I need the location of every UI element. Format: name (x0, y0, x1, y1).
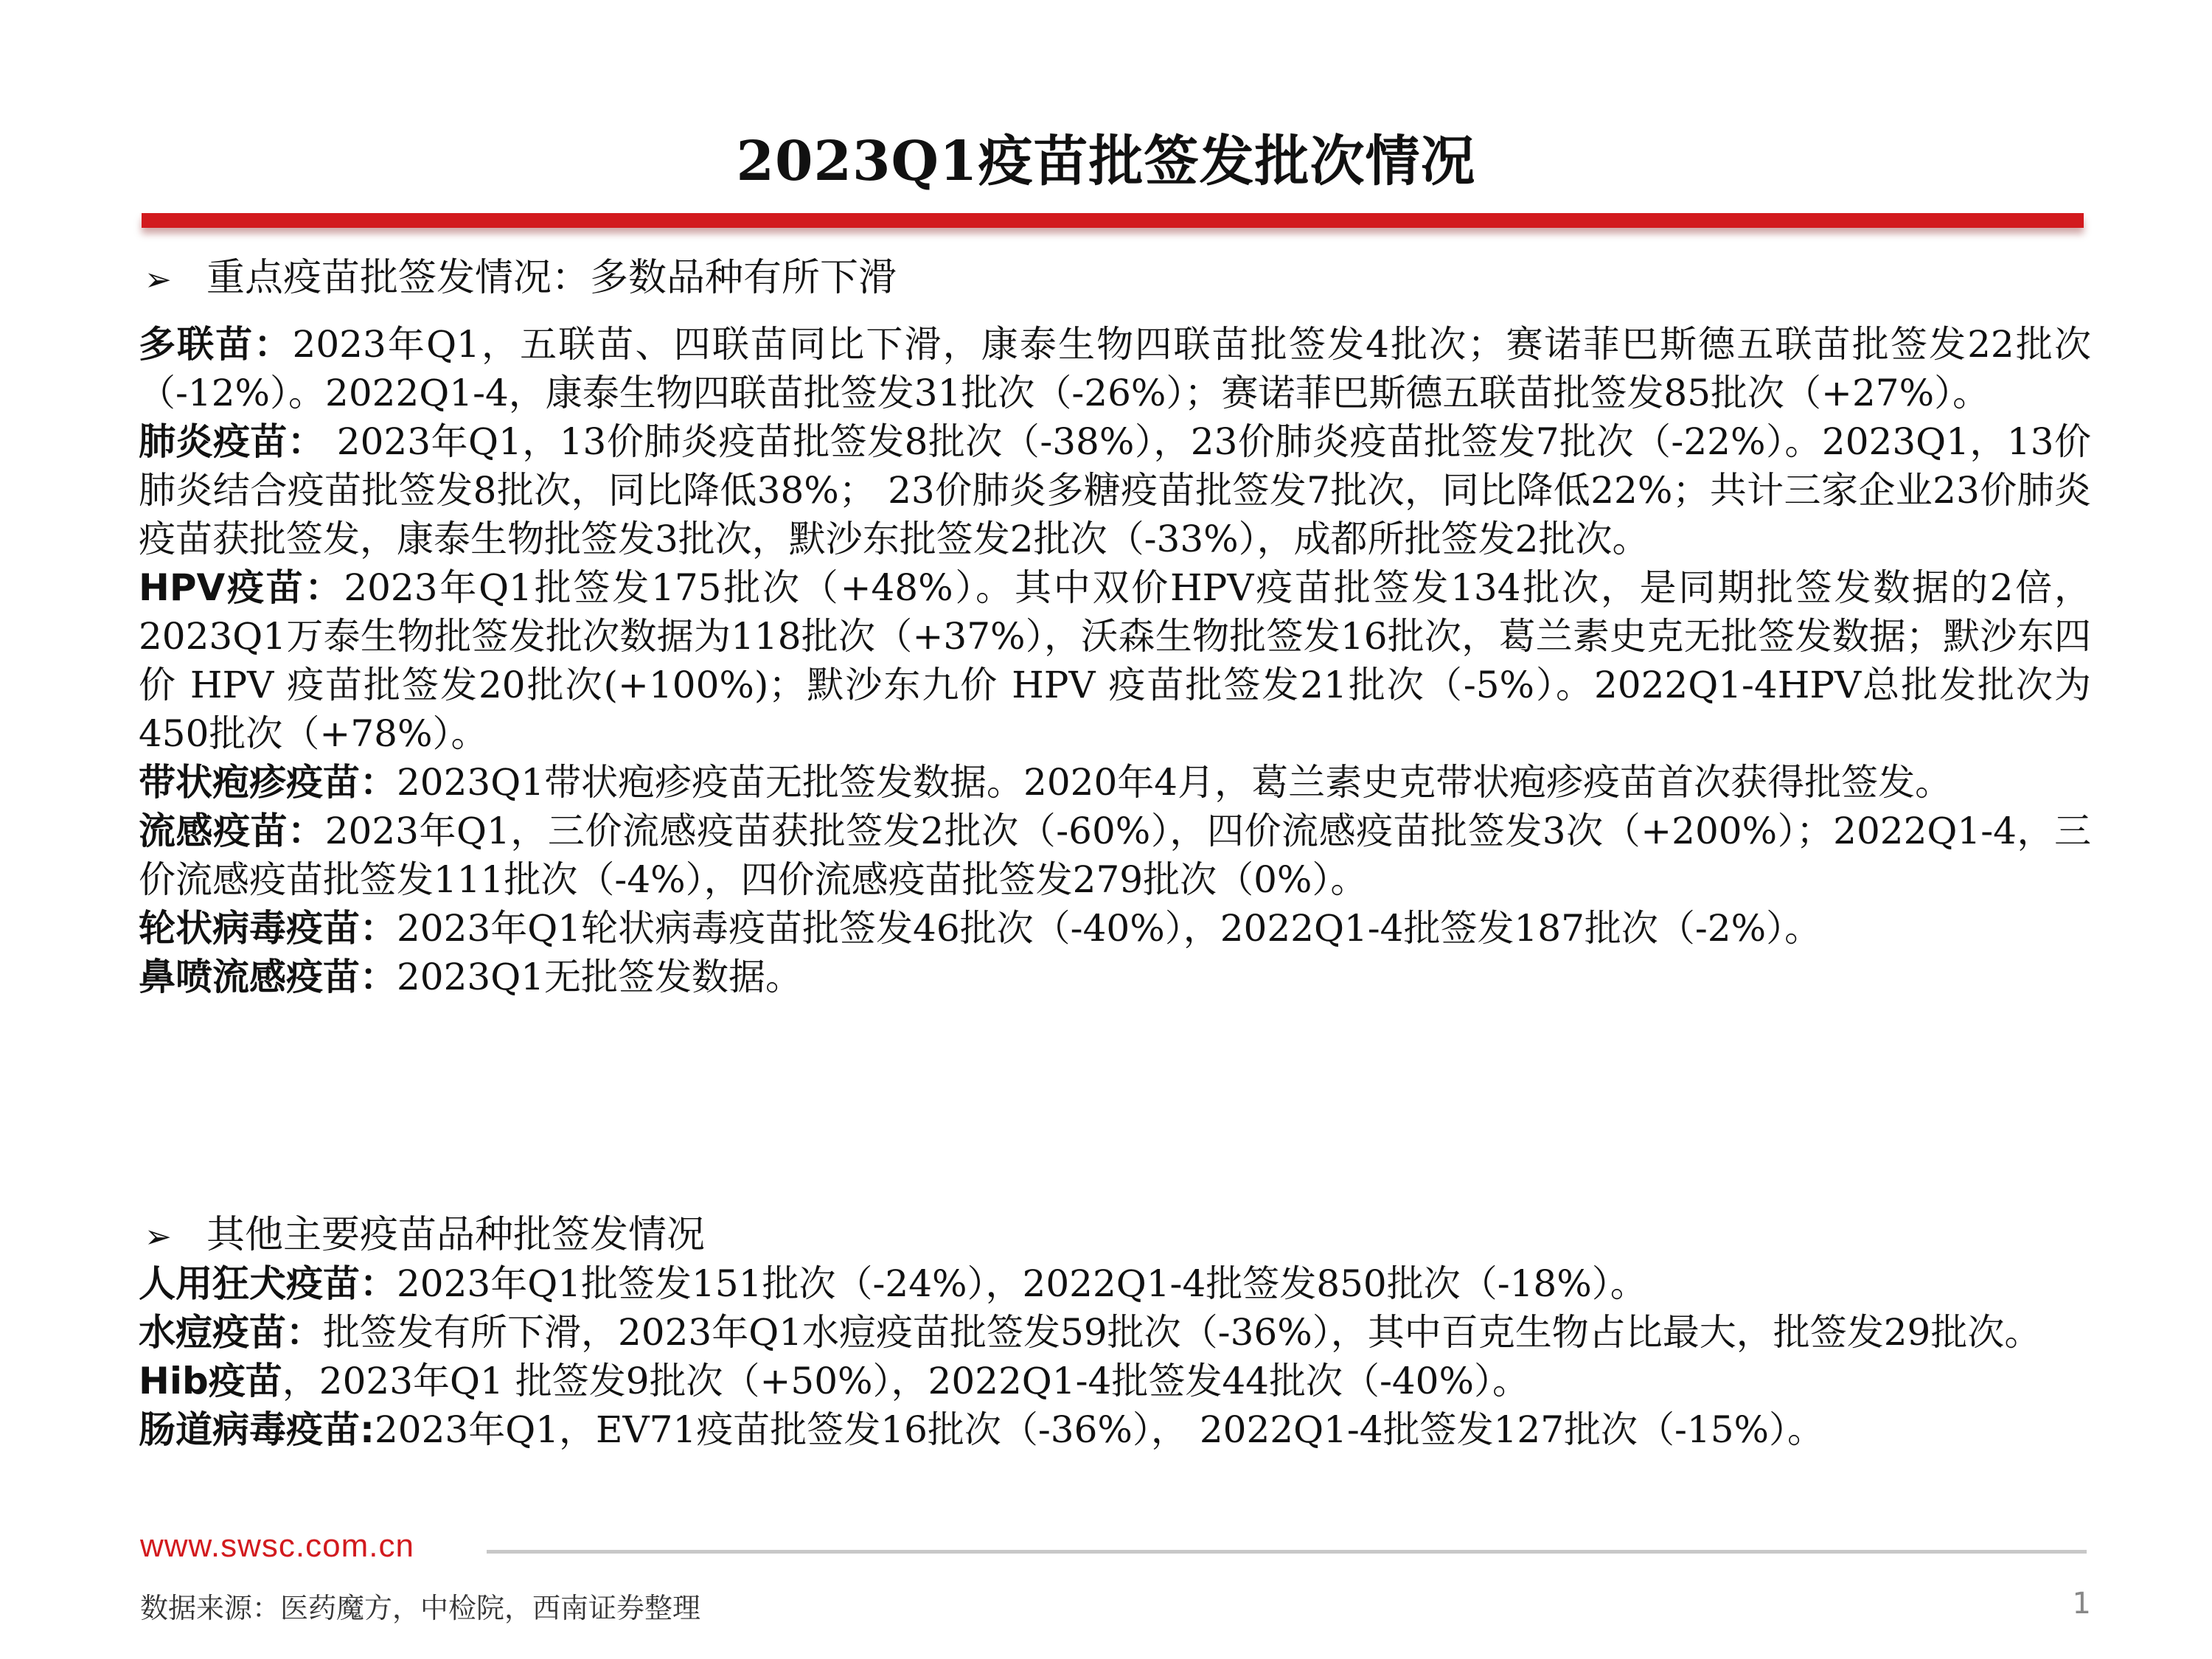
section2-body (139, 1259, 2091, 1454)
section2-heading-text: 其他主要疫苗品种批签发情况 (206, 1213, 706, 1257)
paragraph-zoster (139, 758, 2091, 807)
paragraph-hib (139, 1357, 2091, 1405)
paragraph-label: 人用狂犬疫苗： (139, 1262, 397, 1305)
page-title: 2023Q1疫苗批签发批次情况 (736, 130, 1476, 193)
paragraph-rotavirus (139, 904, 2091, 953)
paragraph-label: Hib疫苗 (139, 1360, 282, 1402)
paragraph-hpv (139, 563, 2091, 758)
paragraph-label: HPV疫苗： (139, 566, 344, 609)
data-source-note: 数据来源：医药魔方，中检院，西南证券整理 (140, 1592, 701, 1624)
paragraph-text: 2023年Q1批签发175批次（+48%）。其中双价HPV疫苗批签发134批次，是同期批签发数据的2倍，2023Q1万泰生物批签发批次数据为118批次（+37%），沃森生物批签发16批次，葛兰素史克无批签发数据；默沙东四价 HPV 疫苗批签发20批次(+100%)；默沙东九价 HPV 疫苗批签发21批次（-5%）。2022Q1-4HPV总批发批次为450批次（+78%）。 (139, 566, 2091, 755)
paragraph-rabies (139, 1259, 2091, 1308)
paragraph-varicella (139, 1308, 2091, 1357)
paragraph-text: 2023Q1带状疱疹疫苗无批签发数据。2020年4月，葛兰素史克带状疱疹疫苗首次获得批签发。 (397, 761, 1952, 804)
paragraph-label: 肺炎疫苗： (139, 420, 325, 463)
paragraph-text: 2023年Q1，三价流感疫苗获批签发2批次（-60%），四价流感疫苗批签发3次（+200%）；2022Q1-4，三价流感疫苗批签发111批次（-4%），四价流感疫苗批签发279批次（0%）。 (139, 810, 2091, 901)
section2-heading (145, 1212, 705, 1260)
paragraph-text: 2023年Q1，EV71疫苗批签发16批次（-36%）， 2022Q1-4批签发127批次（-15%）。 (375, 1408, 1825, 1451)
paragraph-label: 多联苗： (139, 323, 293, 366)
paragraph-text: 2023年Q1，五联苗、四联苗同比下滑，康泰生物四联苗批签发4批次；赛诺菲巴斯德五联苗批签发22批次（-12%）。2022Q1-4，康泰生物四联苗批签发31批次（-26%）；赛诺菲巴斯德五联苗批签发85批次（+27%）。 (139, 323, 2092, 414)
title-underline-bar (142, 213, 2084, 228)
bullet-arrow-icon: ➢ (145, 261, 172, 299)
bullet-arrow-icon: ➢ (145, 1218, 172, 1256)
paragraph-pneumonia (139, 417, 2091, 563)
paragraph-text: 批签发有所下滑，2023年Q1水痘疫苗批签发59批次（-36%），其中百克生物占比最大，批签发29批次。 (323, 1311, 2042, 1354)
paragraph-multivalent (139, 320, 2091, 417)
paragraph-text: 2023年Q1批签发151批次（-24%），2022Q1-4批签发850批次（-18%）。 (397, 1262, 1647, 1305)
section1-heading (145, 255, 897, 303)
paragraph-nasal-influenza (139, 953, 2091, 1001)
paragraph-text: 2023年Q1轮状病毒疫苗批签发46批次（-40%），2022Q1-4批签发187批次（-2%）。 (397, 907, 1822, 950)
paragraph-text: 2023Q1无批签发数据。 (397, 956, 803, 998)
paragraph-enterovirus (139, 1405, 2091, 1454)
section1-body (139, 320, 2091, 1001)
page-number: 1 (2072, 1587, 2091, 1621)
paragraph-label: 鼻喷流感疫苗： (139, 956, 397, 998)
paragraph-label: 轮状病毒疫苗： (139, 907, 397, 950)
footer-divider (487, 1550, 2087, 1554)
paragraph-text: 2023年Q1，13价肺炎疫苗批签发8批次（-38%），23价肺炎疫苗批签发7批次（-22%）。2023Q1，13价肺炎结合疫苗批签发8批次，同比降低38%； 23价肺炎多糖疫苗批签发7批次，同比降低22%；共计三家企业23价肺炎疫苗获批签发，康泰生物批签发3批次，默沙东批签发2批次（-33%），成都所批签发2批次。 (139, 420, 2091, 560)
paragraph-text: ，2023年Q1 批签发9批次（+50%），2022Q1-4批签发44批次（-40%）。 (282, 1360, 1529, 1402)
paragraph-label: 肠道病毒疫苗: (139, 1408, 375, 1451)
footer-website-link[interactable]: www.swsc.com.cn (140, 1528, 414, 1564)
paragraph-label: 水痘疫苗： (139, 1311, 323, 1354)
section1-heading-text: 重点疫苗批签发情况：多数品种有所下滑 (206, 256, 897, 300)
paragraph-influenza (139, 807, 2091, 904)
paragraph-label: 带状疱疹疫苗： (139, 761, 397, 804)
paragraph-label: 流感疫苗： (139, 810, 325, 852)
